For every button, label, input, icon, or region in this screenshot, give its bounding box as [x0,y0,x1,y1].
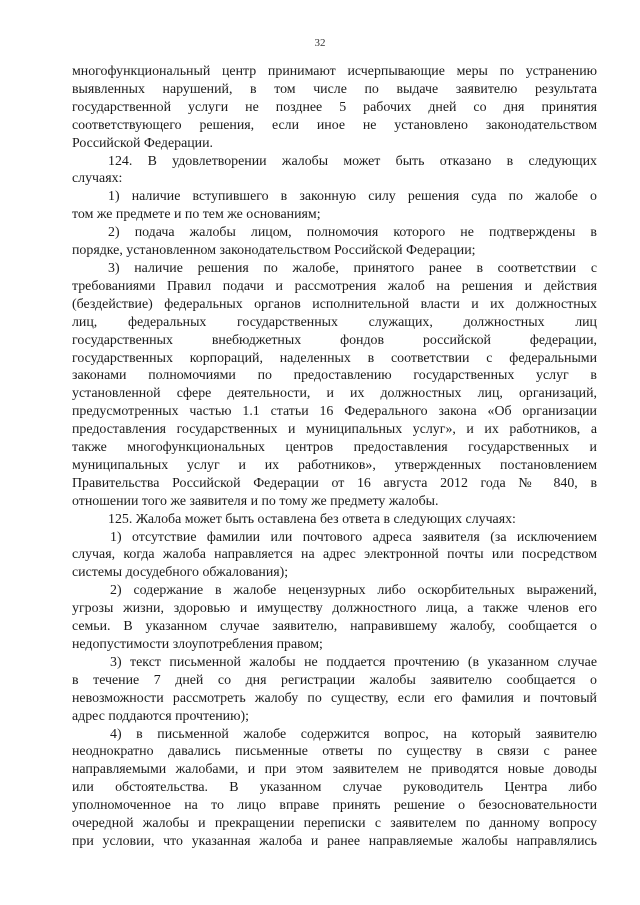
text-line: семьи. В указанном случае заявителю, направившему жалобу, сообщается о [72,619,597,635]
text-line: уполномоченное на то лицо вправе принять решение о безосновательности [72,798,597,814]
text-line: 125. Жалоба может быть оставлена без ответа в следующих случаях: [108,511,516,527]
page-number: 32 [314,37,326,49]
text-line: в течение 7 дней со дня регистрации жалобы заявителю сообщается о [72,672,597,688]
text-line: или обстоятельства. В указанном случае руководитель Центра либо [72,780,597,796]
text-line: (бездействие) федеральных органов исполнительной власти и их должностных [72,296,597,312]
text-line: направляемыми жалобами, и при этом заявителем не приводятся новые доводы [72,762,597,778]
text-line: при условии, что указанная жалоба и ранее направляемые жалобы направлялись [72,833,597,849]
text-line: недопустимости злоупотребления правом; [72,637,323,652]
text-line: системы досудебного обжалования); [72,565,289,581]
text-line: соответствующего решения, если иное не установлено законодательством [72,117,597,133]
text-line: 124. В удовлетворении жалобы может быть отказано в следующих [108,153,597,169]
text-line: предоставления государственных и муниципальных услуг», и их работников, а [72,422,597,438]
text-line: также многофункциональных центров предоставления государственных и [72,440,597,456]
text-line: 2) подача жалобы лицом, полномочия которого не подтверждены в [108,225,597,241]
text-line: угрозы жизни, здоровью и имуществу должностного лица, а также членов его [72,601,597,617]
text-line: неоднократно давались письменные ответы по существу в связи с ранее [72,744,597,760]
text-line: том же предмете и по тем же основаниям; [72,207,321,223]
text-line: Российской Федерации. [72,135,214,151]
text-line: 2) содержание в жалобе нецензурных либо оскорбительных выражений, [110,583,597,599]
text-line: государственных внебюджетных фондов российской федерации, [72,332,597,348]
text-line: муниципальных услуг и их работников», утвержденных постановлением [72,457,597,473]
text-line: адрес поддаются прочтению); [72,708,249,724]
text-line: предусмотренных частью 1.1 статьи 16 Федерального закона «Об организации [72,404,597,420]
text-line: 1) отсутствие фамилии или почтового адреса заявителя (за исключением [110,529,597,545]
text-line: требованиями Правил подачи и рассмотрения жалоб на решения и действия [72,278,597,294]
text-line: установленной сфере деятельности, и их должностных лиц, организаций, [72,386,597,402]
text-line: отношении того же заявителя и по тому же предмету жалобы. [72,493,439,509]
document-body [72,63,597,851]
text-line: 4) в письменной жалобе содержится вопрос, на который заявителю [110,726,597,742]
text-line: государственных корпораций, наделенных в соответствии с федеральными [72,350,597,366]
text-line: законами полномочиями по предоставлению государственных услуг в [72,368,597,384]
text-line: многофункциональный центр принимают исчерпывающие меры по устранению [72,64,597,79]
text-line: случая, когда жалоба направляется на адрес электронной почты или посредством [72,547,597,563]
text-line: невозможности рассмотреть жалобу по существу, если его фамилия и почтовый [72,690,597,706]
text-line: очередной жалобы и прекращении переписки с заявителем по данному вопросу [72,816,597,832]
text-line: 3) текст письменной жалобы не поддается прочтению (в указанном случае [110,654,597,670]
text-line: выявленных нарушений, в том числе по выдаче заявителю результата [72,81,597,97]
text-line: государственной услуги не позднее 5 рабочих дней со дня принятия [72,99,597,115]
text-line: порядке, установленном законодательством Российской Федерации; [72,243,476,259]
text-line: случаях: [72,171,123,187]
text-line: Правительства Российской Федерации от 16 августа 2012 года № 840, в [72,475,597,491]
text-line: 3) наличие решения по жалобе, принятого ранее в соответствии с [108,260,597,276]
text-line: 1) наличие вступившего в законную силу решения суда по жалобе о [108,189,597,205]
text-line: лиц, федеральных государственных служащих, должностных лиц [72,314,597,330]
